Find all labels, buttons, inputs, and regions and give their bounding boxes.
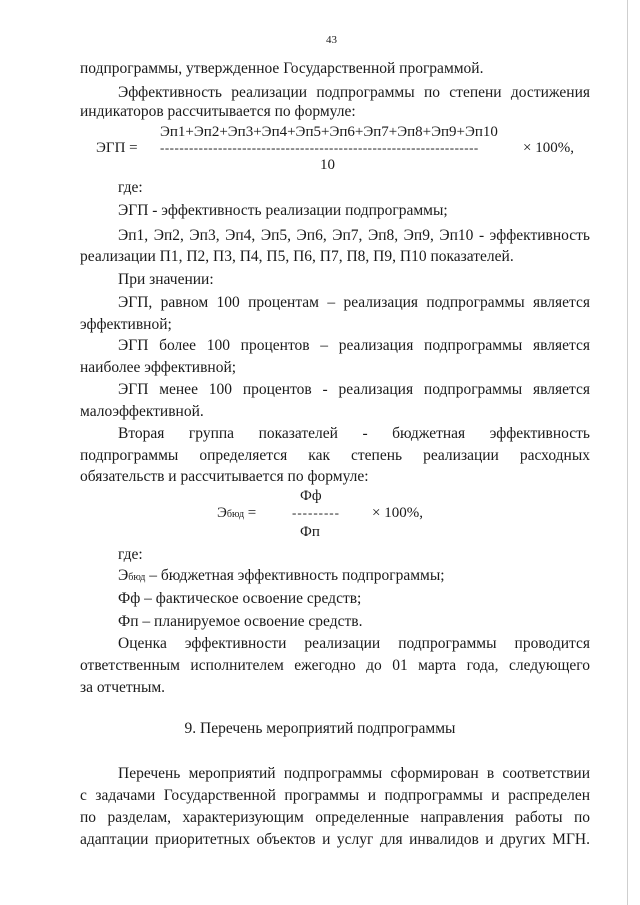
section-heading: 9. Перечень мероприятий подпрограммы [184,720,456,737]
text-line: ЭГП более 100 процентов – реализация подпрограммы является [118,337,590,354]
text-line: Фп – планируемое освоение средств. [118,613,363,630]
formula-denominator: Фп [300,524,320,540]
text-line: малоэффективной. [80,403,204,420]
text-line: Фф – фактическое освоение средств; [118,590,362,607]
text-line [118,566,590,588]
text-line: Вторая группа показателей - бюджетная эффективность [118,425,590,442]
text-line: с задачами Государственной программы и подпрограммы и распределен [80,787,590,804]
text-line: ЭГП - эффективность реализации подпрограммы; [118,202,448,219]
formula-lhs [217,505,256,522]
text-line: реализации П1, П2, П3, П4, П5, П6, П7, П8, П9, П10 показателей. [80,248,514,265]
text-line: При значении: [118,271,214,288]
text-line: ответственным исполнителем ежегодно до 01 марта года, следующего [80,657,590,674]
formula-denominator: 10 [320,157,335,173]
text-line: подпрограммы, утвержденное Государственной программой. [80,60,484,77]
text-line: ЭГП, равном 100 процентам – реализация подпрограммы является [118,294,590,311]
text-line-rest: – бюджетная эффективность подпрограммы; [145,567,445,584]
text-line: адаптации приоритетных объектов и услуг для инвалидов и других МГН. [80,831,590,848]
text-line: где: [118,546,143,563]
scan-edge [627,0,628,905]
text-line: по разделам, характеризующим определенные направления работы по [80,809,590,826]
formula-lhs: ЭГП = [96,140,138,156]
text-line: обязательств и рассчитывается по формуле: [80,468,369,485]
text-line: наиболее эффективной; [80,359,237,376]
text-line: эффективной; [80,316,172,333]
page-number: 43 [326,34,337,46]
text-line: Оценка эффективности реализации подпрограммы проводится [118,635,590,652]
text-line: ЭГП менее 100 процентов - реализация подпрограммы является [118,381,590,398]
text-line: индикаторов рассчитывается по формуле: [80,103,356,120]
formula-fraction-bar: ------------------------------------------------------------------ [160,140,479,155]
text-line: Эффективность реализации подпрограммы по степени достижения [118,84,590,101]
symbol: Э [118,567,129,584]
subscript: бюд [128,572,146,583]
formula-lhs-subscript: бюд [226,509,245,520]
formula-lhs-symbol: Э [217,505,227,521]
formula-fraction-bar: --------- [292,505,340,520]
formula-lhs-equals: = [244,505,257,521]
formula-multiplier: × 100%, [372,505,423,521]
formula-numerator: Фф [300,488,322,504]
text-line: где: [118,179,143,196]
text-line: Перечень мероприятий подпрограммы сформирован в соответствии [118,765,590,782]
text-line: за отчетным. [80,679,166,696]
text-line: подпрограммы определяется как степень реализации расходных [80,447,590,464]
text-line: Эп1, Эп2, Эп3, Эп4, Эп5, Эп6, Эп7, Эп8, Эп9, Эп10 - эффективность [118,227,590,244]
formula-multiplier: × 100%, [523,140,574,156]
formula-numerator: Эп1+Эп2+Эп3+Эп4+Эп5+Эп6+Эп7+Эп8+Эп9+Эп10 [160,124,498,140]
